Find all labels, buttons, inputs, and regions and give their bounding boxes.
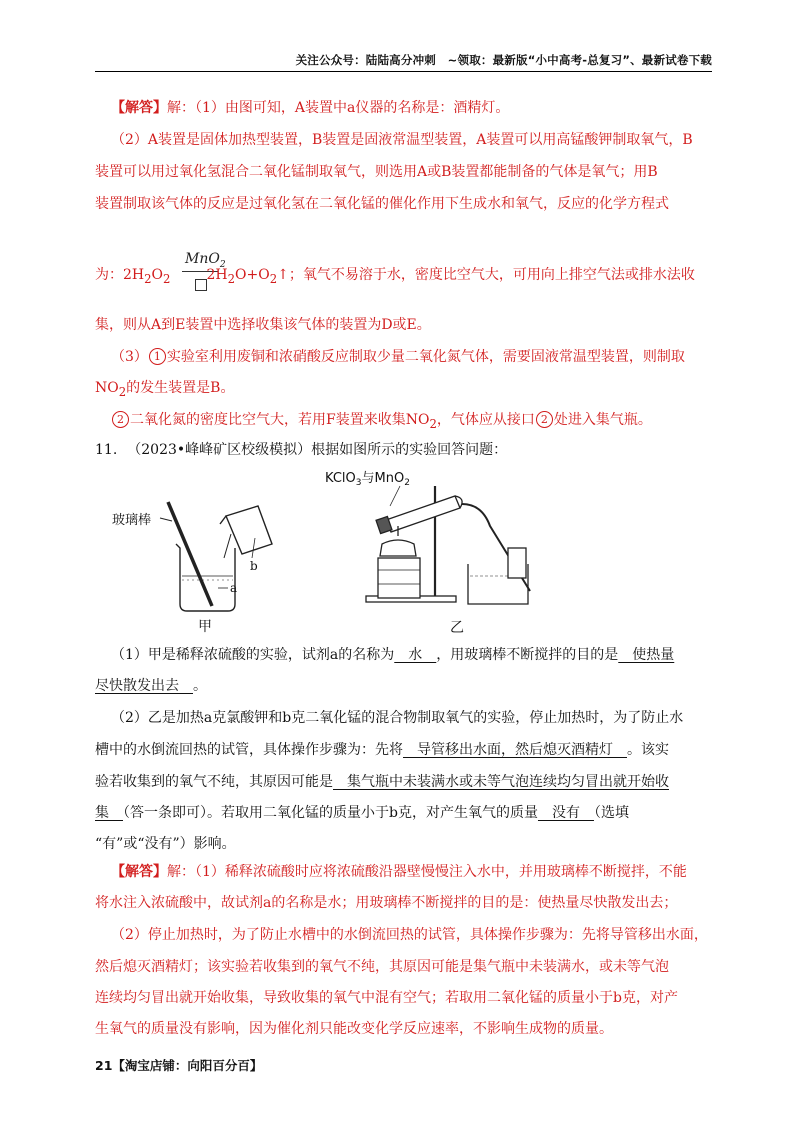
q11-answer-line-6: 生氧气的质量没有影响，因为催化剂只能改变化学反应速率，不影响生成物的质量。 [95,1021,613,1037]
circled-number-2b: 2 [536,411,553,428]
eq-sub-2: 2 [163,271,171,286]
label-a: a [230,581,238,595]
answer-blank-impure-reason-2: 集 [95,805,123,821]
page-header: 关注公众号：陆陆高分冲刺 ~领取：最新版“小中高考-总复习”、最新试卷下载 [295,53,712,67]
catalyst-text: MnO [185,251,220,267]
reagent-kclo: KClO [325,471,356,486]
q10-answer-line-2: （2）A装置是固体加热型装置，B装置是固液常温型装置，A装置可以用高锰酸钾制取氧气，B [111,132,693,148]
answer-blank-stir-purpose-2: 尽快散发出去 [95,678,193,694]
eq-sub-1: 2 [144,271,152,286]
q11-answer-line-2: 将水注入浓硫酸中，故试剂a的名称是水；用玻璃棒不断搅拌的目的是：使热量尽快散发出去； [95,895,678,911]
part3-prefix: （3） [111,349,148,365]
q10-answer-text-1: 解：（1）由图可知，A装置中a仪器的名称是：酒精灯。 [167,100,510,116]
reagent-sub-3: 3 [355,478,362,488]
answer-blank-stir-purpose-1: 使热量 [618,647,675,663]
answer-tag-2: 【解答】 [111,864,167,880]
page-footer: 21【淘宝店铺：向阳百分百】 [95,1058,263,1073]
answer-blank-effect: 没有 [537,805,594,821]
q11-part2-line3 [95,772,712,792]
circled-number-2: 2 [112,411,129,428]
eq-sub-4: 2 [269,271,278,286]
answer-blank-impure-reason-1: 集气瓶中未装满水或未等气泡连续均匀冒出就开始收 [333,774,669,790]
q11-answer-line-5: 连续均匀冒出就开始收集，导致收集的氧气中混有空气；若取用二氧化锰的质量小于b克，对产 [95,990,678,1006]
label-b: b [250,559,258,573]
q10-answer-text-9c: 处进入集气瓶。 [553,412,652,428]
answer-tag: 【解答】 [111,100,167,116]
circled-number-1: 1 [149,348,166,365]
eq-part-3: 2H [206,267,228,283]
q11-p1-text-b: ，用玻璃棒不断搅拌的目的是 [436,647,619,663]
experiment-figure [110,466,540,641]
eq-part-1: 为：2H [95,267,145,283]
q11-p2-text-f: （选填 [593,805,629,821]
q11-answer-text-1: 解：（1）稀释浓硫酸时应将浓硫酸沿器壁慢慢注入水中，并用玻璃棒不断搅拌，不能 [167,864,687,880]
no2-sub-2: 2 [429,416,437,431]
q11-part2-line5: “有”或“没有”）影响。 [95,836,236,852]
question-stem: （2023•峰峰矿区校级模拟）根据如图所示的实验回答问题： [127,442,508,458]
q11-p2-text-e: （答一条即可）。若取用二氧化锰的质量小于b克，对产生氧气的质量 [123,805,538,821]
q10-answer-line-3: 装置可以用过氧化氢混合二氧化锰制取氧气，则选用A或B装置都能制备的气体是氧气；用B [95,164,658,180]
eq-part-2: O [151,267,164,283]
q10-answer-text-9b: ，气体应从接口 [436,412,535,428]
figure-yi [325,471,530,636]
q11-p1-text-c: 。 [193,678,207,694]
answer-blank-reagent-a: 水 [394,647,437,663]
answer-blank-operation: 导管移出水面，然后熄灭酒精灯 [403,742,627,758]
caption-jia: 甲 [198,619,212,635]
q11-p1-text-a: （1）甲是稀释浓硫酸的实验，试剂a的名称为 [111,647,395,663]
caption-yi: 乙 [450,620,464,636]
catalyst-sub: 2 [219,259,226,270]
q11-p2-text-d: 验若收集到的氧气不纯，其原因可能是 [95,774,333,790]
eq-part-4: O+O [235,267,270,283]
q11-part2-line4 [95,803,712,823]
q11-part2-line2 [95,740,712,760]
q11-part1-line2 [95,676,712,696]
q10-answer-line-7 [111,347,712,367]
no2-sub: 2 [118,384,127,399]
no2-text: NO [95,380,119,396]
q10-answer-line-8 [95,378,712,402]
q10-answer-text-9a: 二氧化氮的密度比空气大，若用F装置来收集NO [130,412,430,428]
reagent-sub-2: 2 [404,478,410,488]
reagent-label [325,471,410,488]
header-rule [95,71,712,72]
q11-answer-line-4: 然后熄灭酒精灯；该实验若收集到的氧气不纯，其原因可能是集气瓶中未装满水，或未等气泡 [95,959,669,975]
reagent-mno: 与MnO [361,471,405,486]
q11-part1-line1 [111,645,712,665]
q10-answer-text-8: 的发生装置是B。 [126,380,235,396]
q11-answer-line-3: （2）停止加热时，为了防止水槽中的水倒流回热的试管，具体操作步骤为：先将导管移出水面， [111,927,708,943]
q11-answer-line-1 [111,862,712,882]
q10-answer-line-4: 装置制取该气体的反应是过氧化氢在二氧化锰的催化作用下生成水和氧气，反应的化学方程式 [95,196,669,212]
q10-answer-line-6: 集，则从A到E装置中选择收集该气体的装置为D或E。 [95,317,431,333]
eq-sub-3: 2 [227,271,235,286]
q11-stem [95,440,712,460]
question-number: 11. [95,442,118,458]
q10-equation-line [95,265,712,289]
q10-answer-line-9 [111,410,712,434]
q10-answer-line-1 [111,98,712,118]
figure-jia [112,502,272,635]
rod-label: 玻璃棒 [112,513,152,528]
q11-p2-text-c: 。该实 [627,742,669,758]
q11-p2-text-b: 槽中的水倒流回热的试管，具体操作步骤为：先将 [95,742,403,758]
q10-answer-text-7: 实验室利用废铜和浓硝酸反应制取少量二氧化氮气体，需要固液常温型装置，则制取 [166,349,685,365]
q11-part2-line1: （2）乙是加热a克氯酸钾和b克二氧化锰的混合物制取氧气的实验，停止加热时，为了防止水 [111,710,684,726]
eq-tail: ↑；氧气不易溶于水，密度比空气大，可用向上排空气法或排水法收 [277,267,695,283]
